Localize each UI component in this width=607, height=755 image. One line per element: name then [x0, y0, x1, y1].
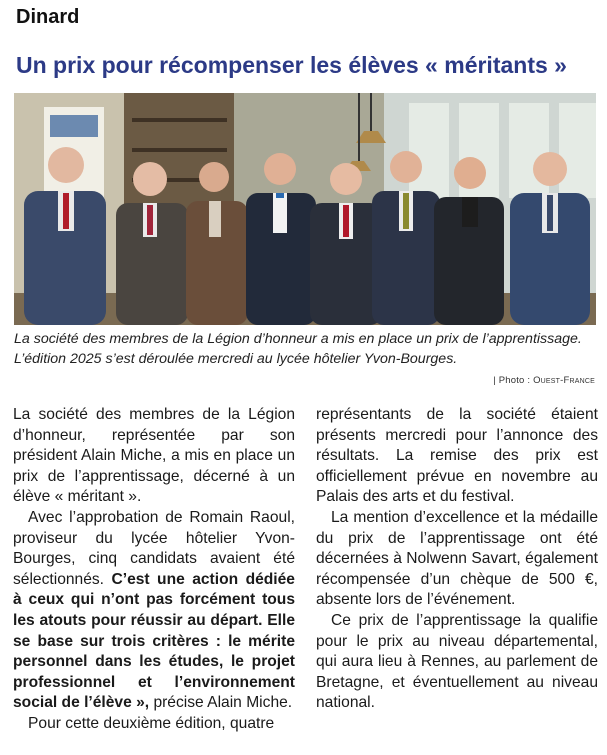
article-column-right	[316, 405, 598, 750]
article-paragraph-4: La mention d’excellence et la médaille du prix de l’apprentissage ont été décernées à Nolwenn Savart, également récompensée d’un chèque de 500 €, absente lors de l’événement.	[316, 508, 598, 609]
photo-credit-source: Ouest-France	[533, 375, 595, 386]
news-photo	[14, 93, 596, 325]
photo-credit-prefix: | Photo :	[493, 375, 534, 386]
headline: Un prix pour récompenser les élèves « méritants »	[16, 52, 567, 78]
article-quote: C’est une action dédiée à ceux qui n’ont pas forcément tous les atouts pour réussir au départ. Elle se base sur trois critères : le mérite personnel dans les études, le projet professionnel et l’environnement social de l’élève »,	[13, 570, 295, 712]
photo-caption: La société des membres de la Légion d’honneur a mis en place un prix de l’apprentissage. L’édition 2025 s’est déroulée mercredi au lycée hôtelier Yvon-Bourges.	[14, 331, 582, 367]
article-paragraph-1: La société des membres de la Légion d’honneur, représentée par son président Alain Miche, a mis en place un prix de l’apprentissage, décerné à un élève « méritant ».	[13, 406, 295, 506]
article-column-left	[13, 405, 295, 751]
article-paragraph-2	[13, 508, 295, 714]
photo-credit	[493, 375, 595, 386]
article-paragraph-3: Pour cette deuxième édition, quatre	[28, 714, 275, 732]
article-paragraph-2-start: Avec l’approbation de Romain Raoul, proviseur du lycée hôtelier Yvon-Bourges, cinq candidats avaient été sélectionnés.	[13, 508, 295, 588]
article-paragraph-3-continued: représentants de la société étaient présents mercredi pour l’annonce des résultats. La remise des prix est officiellement prévue en novembre au Palais des arts et du festival.	[316, 406, 598, 506]
section-label: Dinard	[16, 6, 80, 28]
article-paragraph-5: Ce prix de l’apprentissage la qualifie pour le prix au niveau départemental, qui aura lieu à Rennes, au parlement de Bretagne, et éventuellement au niveau national.	[316, 611, 598, 712]
article-paragraph-2-end: précise Alain Miche.	[149, 694, 293, 712]
